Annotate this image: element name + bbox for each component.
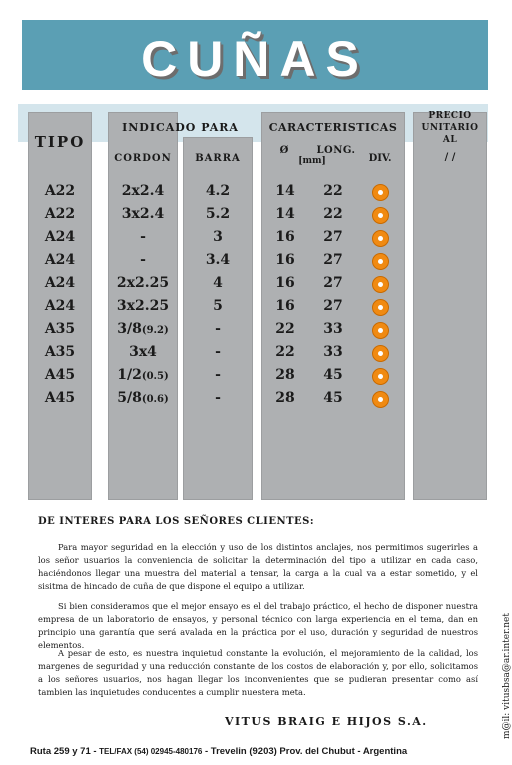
header-diameter: Ø (279, 145, 289, 156)
header-tipo: TIPO (34, 133, 86, 151)
barra-cell: 3 (213, 229, 223, 245)
barra-cell: 5 (213, 298, 223, 314)
notice-heading: DE INTERES PARA LOS SEÑORES CLIENTES: (38, 516, 315, 527)
div-disc-icon (372, 345, 389, 362)
barra-cell: - (215, 390, 221, 406)
tipo-cell: A45 (44, 390, 76, 406)
long-cell: 22 (323, 206, 343, 222)
barra-cell: 3.4 (205, 252, 231, 268)
long-cell: 45 (323, 367, 343, 383)
long-cell: 33 (323, 344, 343, 360)
cordon-cell: 3x2.4 (121, 206, 165, 222)
tipo-cell: A24 (44, 229, 76, 245)
cordon-cell: 2x2.4 (121, 183, 165, 199)
header-div: DIV. (368, 153, 392, 164)
div-disc-icon (372, 253, 389, 270)
long-cell: 27 (323, 252, 343, 268)
header-barra: BARRA (195, 153, 241, 164)
tipo-cell: A22 (44, 206, 76, 222)
diameter-cell: 28 (275, 367, 295, 383)
diameter-cell: 14 (275, 206, 295, 222)
barra-cell: - (215, 367, 221, 383)
title-banner (22, 20, 488, 90)
div-disc-icon (372, 368, 389, 385)
diameter-cell: 28 (275, 390, 295, 406)
cordon-cell: 3/8(9.2) (117, 321, 169, 337)
long-cell: 27 (323, 229, 343, 245)
header-precio-date: / / (444, 152, 456, 163)
diameter-cell: 22 (275, 321, 295, 337)
long-cell: 33 (323, 321, 343, 337)
long-cell: 22 (323, 183, 343, 199)
cordon-cell: 3x4 (129, 344, 157, 360)
cordon-cell: 3x2.25 (116, 298, 170, 314)
footer-address: Ruta 259 y 71 - (30, 746, 100, 757)
cordon-cell: 5/8(0.6) (117, 390, 169, 406)
tipo-cell: A35 (44, 344, 76, 360)
barra-cell: 4 (213, 275, 223, 291)
tipo-cell: A22 (44, 183, 76, 199)
long-cell: 45 (323, 390, 343, 406)
header-long: LONG. (316, 145, 356, 156)
diameter-cell: 16 (275, 275, 295, 291)
barra-cell: 4.2 (205, 183, 231, 199)
notice-paragraph-1: Para mayor seguridad en la elección y uso de los distintos anclajes, nos permitimos sugerirles a los señor usuarios la conveniencia de solicitar la determinación del tipo a utilizar en cada caso, haciéndonos llegar una muestra del material a tensar, la carga a la cual va a estar sometido, y el sisitma de hincado de cuña de que dispone el equipo a utilizar. (38, 542, 478, 591)
div-disc-icon (372, 230, 389, 247)
long-cell: 27 (323, 298, 343, 314)
div-disc-icon (372, 207, 389, 224)
cordon-cell: - (140, 252, 146, 268)
div-disc-icon (372, 184, 389, 201)
header-precio: PRECIO UNITARIO AL (421, 111, 479, 145)
cordon-cell: 2x2.25 (116, 275, 170, 291)
div-disc-icon (372, 391, 389, 408)
diameter-cell: 16 (275, 252, 295, 268)
header-indicado-para: INDICADO PARA (122, 121, 239, 134)
footer-contact (30, 746, 407, 757)
company-name: VITUS BRAIG E HIJOS S.A. (225, 715, 428, 728)
diameter-cell: 14 (275, 183, 295, 199)
diameter-cell: 22 (275, 344, 295, 360)
barra-cell: 5.2 (205, 206, 231, 222)
notice-paragraph-3: A pesar de esto, es nuestra inquietud constante la evolución, el mejoramiento de la calidad, los margenes de seguridad y una reducción constante de los costos de elaboración y, por ello, solicitamos a los señores usuarios, nos hagan llegar los inconvenientes que se pudieran presentar como así tambien las inquietudes conducentes a cumplir nuestera meta. (38, 648, 478, 697)
tipo-cell: A24 (44, 275, 76, 291)
tipo-cell: A24 (44, 252, 76, 268)
diameter-cell: 16 (275, 298, 295, 314)
cordon-cell-note: (0.6) (141, 394, 169, 405)
footer-location: - Trevelin (9203) Prov. del Chubut - Argentina (202, 746, 408, 757)
cordon-cell-note: (9.2) (141, 325, 169, 336)
header-cordon: CORDON (114, 153, 172, 164)
cordon-cell: 1/2(0.5) (117, 367, 169, 383)
tipo-cell: A35 (44, 321, 76, 337)
cordon-cell-note: (0.5) (141, 371, 169, 382)
header-caracteristicas: CARACTERISTICAS (268, 121, 398, 134)
div-disc-icon (372, 299, 389, 316)
barra-cell: - (215, 321, 221, 337)
div-disc-icon (372, 276, 389, 293)
footer-phone: TEL/FAX (54) 02945-480176 (99, 747, 203, 756)
div-disc-icon (372, 322, 389, 339)
long-cell: 27 (323, 275, 343, 291)
column-precio-bg (413, 112, 487, 500)
notice-paragraph-2: Si bien consideramos que el mejor ensayo es el del trabajo práctico, el hecho de disponer nuestra empresa de un laboratorio de ensayos, y personal técnico con larga experiencia en el tema, dan en principio una garantía que será avalada en la práctica por el uso, duración y seguridad de nuestros elementos. (38, 601, 478, 650)
side-email: m@il: vitusbsa@ar.inter.net (502, 613, 512, 739)
diameter-cell: 16 (275, 229, 295, 245)
tipo-cell: A45 (44, 367, 76, 383)
cordon-cell: - (140, 229, 146, 245)
page-title: CUÑAS (141, 31, 369, 87)
barra-cell: - (215, 344, 221, 360)
header-mm: [mm] (298, 156, 326, 166)
tipo-cell: A24 (44, 298, 76, 314)
